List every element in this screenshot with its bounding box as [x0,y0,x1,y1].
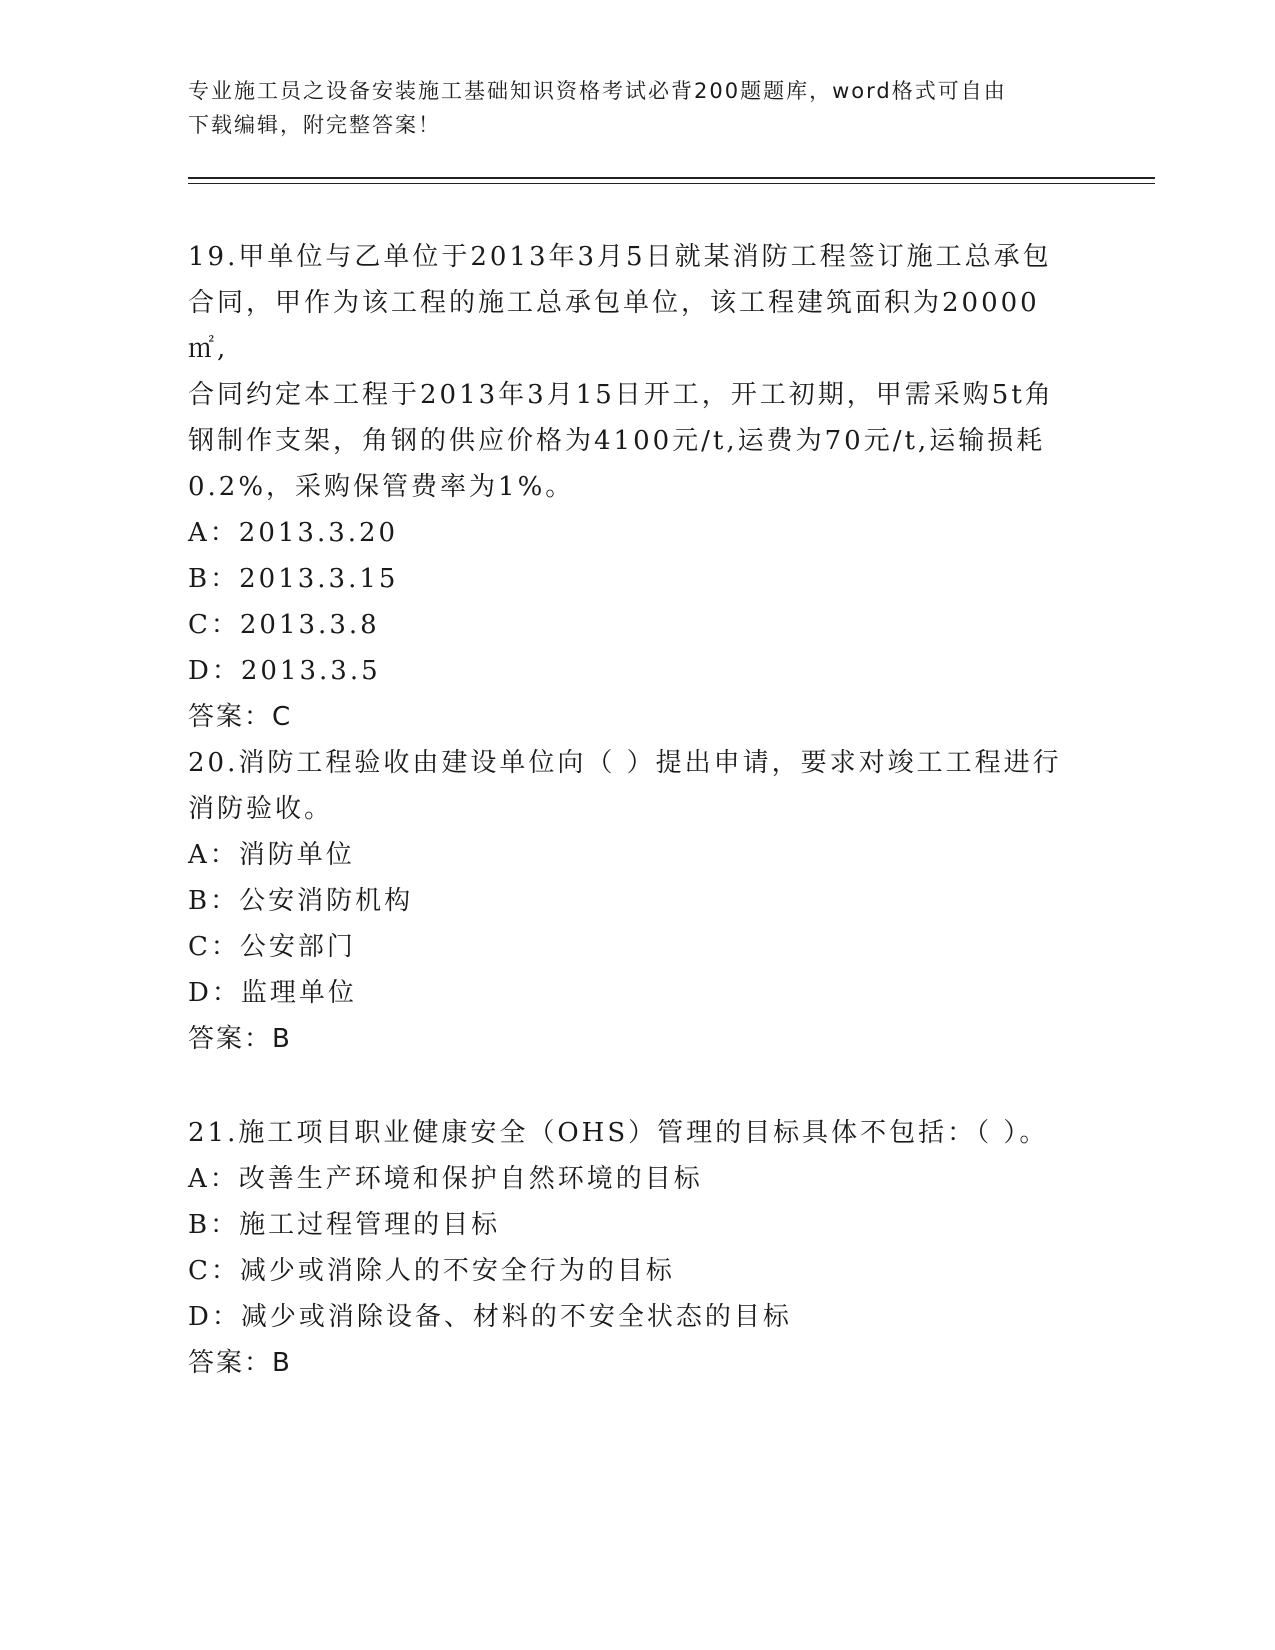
option-b: B：公安消防机构 [188,886,414,916]
option-c: C：公安部门 [188,932,356,962]
question-20 [188,740,1078,1062]
question-19 [188,234,1078,740]
option-c: C：2013.3.8 [188,610,380,640]
answer: 答案：C [188,702,293,732]
option-c: C：减少或消除人的不安全行为的目标 [188,1256,675,1286]
header-divider-thin [188,183,1155,184]
option-b: B：2013.3.15 [188,564,399,594]
header-line-2: 下载编辑，附完整答案！ [188,113,441,137]
question-stem-line: 19.甲单位与乙单位于2013年3月5日就某消防工程签订施工总承包 [188,242,1052,272]
question-stem-line: 合同，甲作为该工程的施工总承包单位，该工程建筑面积为20000㎡, [188,288,1040,364]
option-a: A：消防单位 [188,840,355,870]
option-a: A：改善生产环境和保护自然环境的目标 [188,1164,703,1194]
answer: 答案：B [188,1348,292,1378]
option-d: D：减少或消除设备、材料的不安全状态的目标 [188,1302,792,1332]
document-header [188,74,1068,142]
question-21 [188,1110,1078,1386]
question-stem-line: 消防验收。 [188,794,334,824]
option-d: D：2013.3.5 [188,656,381,686]
question-stem-line: 20.消防工程验收由建设单位向（ ）提出申请，要求对竣工工程进行 [188,748,1062,778]
header-divider-thick [188,177,1155,179]
option-a: A：2013.3.20 [188,518,399,548]
option-b: B：施工过程管理的目标 [188,1210,501,1240]
option-d: D：监理单位 [188,978,357,1008]
answer: 答案：B [188,1024,292,1054]
header-line-1: 专业施工员之设备安装施工基础知识资格考试必背200题题库，word格式可自由 [188,79,1007,103]
question-stem-line: 0.2%，采购保管费率为1%。 [188,472,575,502]
question-stem-line: 钢制作支架，角钢的供应价格为4100元/t,运费为70元/t,运输损耗 [188,426,1046,456]
question-stem-line: 21.施工项目职业健康安全（OHS）管理的目标具体不包括：（ ）。 [188,1118,1049,1148]
question-stem-line: 合同约定本工程于2013年3月15日开工，开工初期，甲需采购5t角 [188,380,1054,410]
